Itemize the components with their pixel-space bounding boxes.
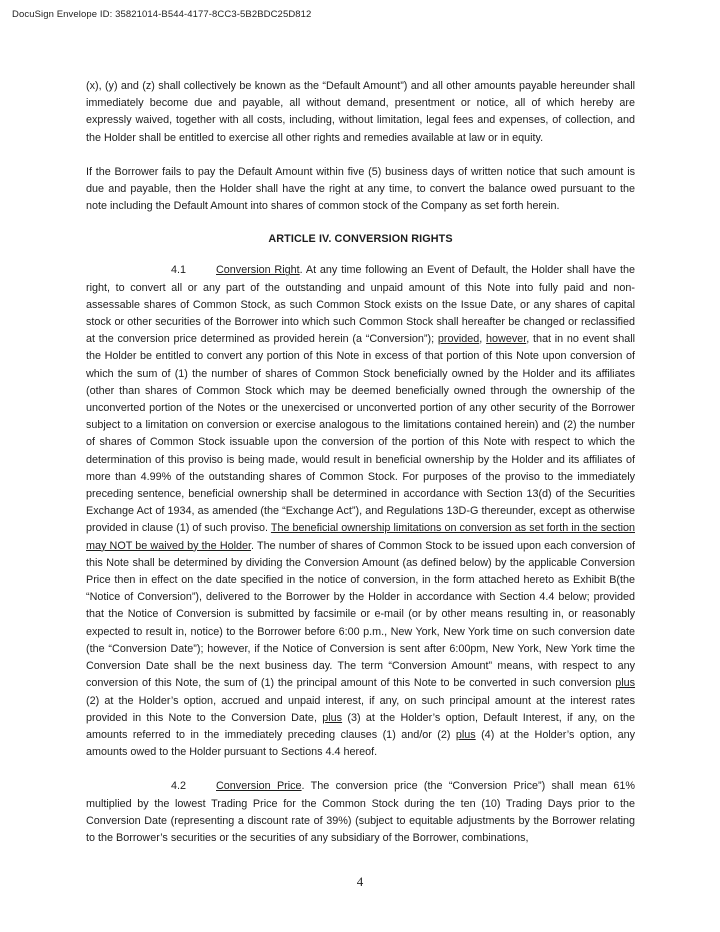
underlined-limitation: The beneficial ownership limitations on conversion as set forth in the section may NOT be waived by the Holder — [86, 522, 635, 552]
paragraph-default-amount: (x), (y) and (z) shall collectively be known as the “Default Amount”) and all other amounts payable hereunder shall immediately become due and payable, all without demand, presentment or notice, all of which hereby are expressly waived, together with all costs, including, without limitation, legal fees and expenses, of collection, and the Holder shall be entitled to exercise all other rights and remedies available at law or in equity. — [86, 80, 635, 144]
document-body — [86, 78, 635, 847]
section-4-2 — [86, 778, 635, 847]
section-text: , — [479, 333, 487, 346]
section-text: (2) at the Holder’s option, accrued and unpaid interest, if any, on such principal amount at the interest rates provided in this Note to the Conversion Date, — [86, 694, 635, 724]
page-number: 4 — [356, 874, 364, 889]
section-number: 4.1 — [171, 264, 187, 277]
underlined-term: plus — [615, 677, 635, 690]
underlined-term: plus — [455, 728, 476, 741]
envelope-id: DocuSign Envelope ID: 35821014-B544-4177-8CC3-5B2BDC25D812 — [12, 9, 312, 20]
section-text: . The number of shares of Common Stock to be issued upon each conversion of this Note shall be determined by dividing the Conversion Amount (as defined below) by the applicable Conversion Price then in effect on the date specified in the notice of conversion, in the form attached hereto as Exhibit B(the “Notice of Conversion”), delivered to the Borrower by the Holder in accordance with Section 4.4 below; provided that the Notice of Conversion is submitted by facsimile or e-mail (or by other means resulting in, or reasonably expected to result in, notice) to the Borrower before 6:00 p.m., New York, New York time on such conversion date (the “Conversion Date”); however, if the Notice of Conversion is sent after 6:00pm, New York, New York time the Conversion Date shall be the next business day. The term “Conversion Amount” means, with respect to any conversion of this Note, the sum of (1) the principal amount of this Note to be converted in such conversion — [86, 539, 635, 690]
section-text: , that in no event shall the Holder be entitled to convert any portion of this Note in excess of that portion of this Note upon conversion of which the sum of (1) the number of shares of Common Stock beneficially owned by the Holder and its affiliates (other than shares of Common Stock which may be deemed beneficially owned through the ownership of the unconverted portion of the Notes or the unexercised or unconverted portion of any other security of the Borrower subject to a limitation on conversion or exercise analogous to the limitations contained herein) and (2) the number of shares of Common Stock issuable upon the conversion of the portion of this Note with respect to which the determination of this proviso is being made, would result in beneficial ownership by the Holder and its affiliates of more than 4.99% of the outstanding shares of Common Stock. For purposes of the proviso to the immediately preceding sentence, beneficial ownership shall be determined in accordance with Section 13(d) of the Securities Exchange Act of 1934, as amended (the “Exchange Act”), and Regulations 13D-G thereunder, except as otherwise provided in clause (1) of such proviso. — [86, 333, 635, 535]
article-heading: ARTICLE IV. CONVERSION RIGHTS — [268, 233, 453, 246]
section-number: 4.2 — [171, 780, 187, 793]
underlined-term: however — [486, 333, 527, 346]
underlined-term: provided — [437, 333, 480, 346]
section-4-1 — [86, 262, 635, 761]
section-title: Conversion Price — [216, 780, 302, 793]
underlined-term: plus — [322, 711, 343, 724]
section-text: (4) at the Holder’s option, any amounts owed to the Holder pursuant to Sections 4.4 hereof. — [86, 728, 636, 759]
section-text: . The conversion price (the “Conversion Price”) shall mean 61% multiplied by the lowest Trading Price for the Common Stock during the ten (10) Trading Days prior to the Conversion Date (representing a discount rate of 39%) (subject to equitable adjustments by the Borrower relating to the Borrower’s securities or the securities of any subsidiary of the Borrower, combinations, — [86, 780, 635, 844]
section-text: (3) at the Holder’s option, Default Interest, if any, on the amounts referred to in the immediately preceding clauses (1) and/or (2) — [86, 711, 636, 741]
section-text: . At any time following an Event of Default, the Holder shall have the right, to convert all or any part of the outstanding and unpaid amount of this Note into fully paid and non-assessable shares of Common Stock, as such Common Stock exists on the Issue Date, or any shares of capital stock or other securities of the Borrower into which such Common Stock shall hereafter be changed or reclassified at the conversion price determined as provided herein (a “Conversion”); — [86, 264, 635, 346]
paragraph-failure-to-pay: If the Borrower fails to pay the Default Amount within five (5) business days of written notice that such amount is due and payable, then the Holder shall have the right at any time, to convert the balance owed pursuant to the note including the Default Amount into shares of common stock of the Company as set forth herein. — [86, 165, 635, 213]
section-title: Conversion Right — [216, 264, 300, 277]
